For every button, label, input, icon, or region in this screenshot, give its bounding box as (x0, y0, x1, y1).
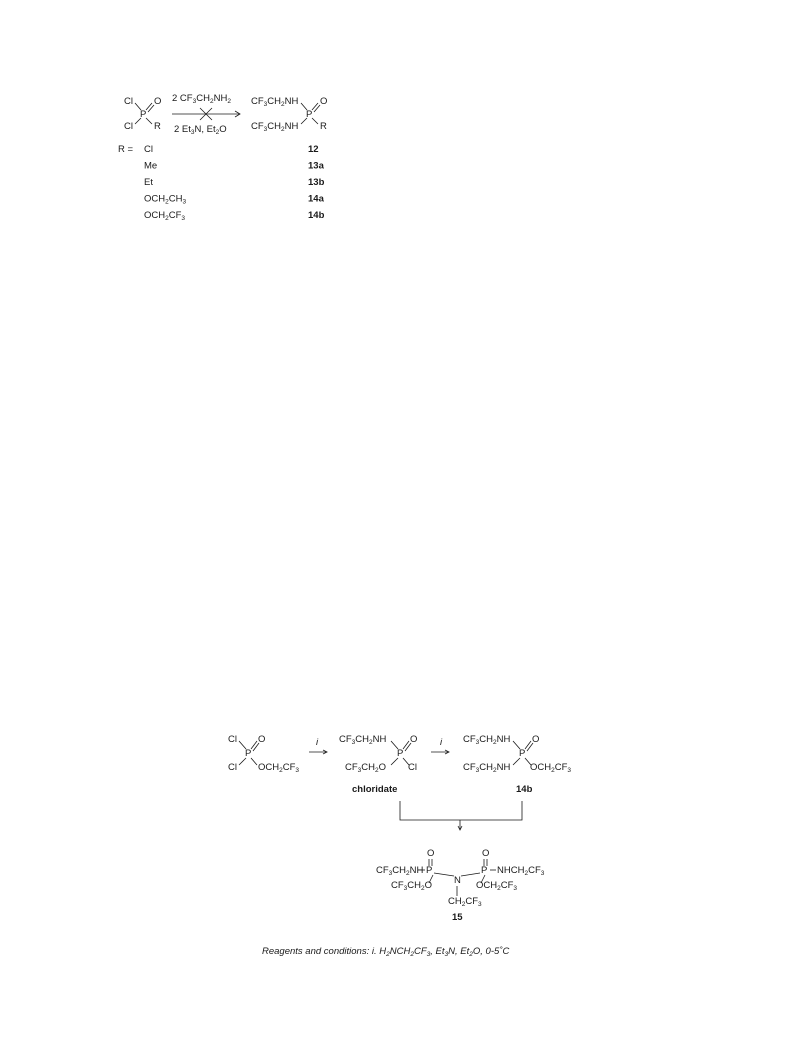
dimer-left-nh: $CF_3CH_2NH$ (376, 865, 424, 877)
dimer-label: 15 (452, 912, 463, 923)
bond (301, 103, 307, 110)
step-label-2: i (440, 737, 443, 748)
product14b-or: $OCH_2CF_3$ (530, 762, 572, 774)
product14b-p: P (519, 748, 526, 759)
product14b-nh-top: $CF_3CH_2NH$ (463, 734, 511, 746)
scheme-1 (118, 93, 327, 222)
reagent-bottom: 2 $Et_3N$, $Et_2O$ (174, 124, 227, 136)
r-substituent: Cl (144, 144, 153, 155)
chloridate-nh: $CF_3CH_2NH$ (339, 734, 387, 746)
step-label-1: i (316, 737, 319, 748)
product-r: R (320, 121, 327, 132)
reagent-top: 2 $CF_3CH_2NH_2$ (172, 93, 231, 105)
combine-bracket (400, 801, 522, 820)
bond (251, 758, 257, 765)
dimer-n: N (454, 875, 461, 886)
scheme-2 (228, 734, 571, 958)
bond (312, 118, 318, 124)
dimer-left-or: $CF_3CH_2O$ (391, 880, 433, 892)
bond (135, 103, 141, 110)
start-or: $OCH_2CF_3$ (258, 762, 300, 774)
compound-number: 12 (308, 144, 319, 155)
r-substituent: Me (144, 160, 158, 172)
bond (251, 741, 257, 749)
product14b-label: 14b (516, 784, 533, 795)
scheme1-reactant (124, 96, 161, 132)
product-nh-bottom: $CF_3CH_2NH$ (251, 121, 299, 133)
bond (253, 743, 259, 751)
dimer-right-nh: $NHCH_2CF_3$ (497, 865, 545, 877)
chloridate-p: P (397, 748, 404, 759)
compound-number: 14b (308, 210, 325, 221)
bond (525, 741, 531, 749)
bond (403, 741, 409, 749)
start-cl-bottom: Cl (228, 762, 237, 773)
chloridate-cl: Cl (408, 762, 417, 773)
reactant-cl-bottom: Cl (124, 121, 133, 132)
compound-number: 13a (308, 160, 324, 172)
chloridate-o: O (410, 734, 418, 745)
dimer-n-substituent: $CH_2CF_3$ (448, 896, 482, 908)
product-o: O (320, 96, 328, 107)
start-cl-top: Cl (228, 734, 237, 745)
product-nh-top: $CF_3CH_2NH$ (251, 96, 299, 108)
compound-number: 14a (308, 193, 324, 205)
bond (405, 743, 411, 751)
bond (461, 873, 480, 876)
scheme2-start (228, 734, 299, 774)
reactant-p: P (140, 109, 147, 120)
bond (239, 741, 246, 749)
bond (527, 743, 533, 751)
chloridate-label: chloridate (352, 784, 398, 795)
chloridate-or: $CF_3CH_2O$ (345, 762, 387, 774)
bond (135, 118, 141, 124)
product-p: P (306, 109, 313, 120)
reactant-o: O (154, 96, 162, 107)
bond (513, 758, 520, 765)
reactant-cl-top: Cl (124, 96, 133, 107)
dimer-o-right: O (482, 848, 490, 859)
bond (391, 741, 398, 749)
reactant-r: R (154, 121, 161, 132)
r-equals-label: R = (118, 144, 134, 155)
r-substituent: Et (144, 177, 153, 188)
bond (146, 118, 152, 124)
r-substituent-table (144, 144, 325, 222)
start-p: P (245, 748, 252, 759)
r-substituent: $OCH_2CF_3$ (144, 210, 186, 222)
dimer-o-left: O (427, 848, 435, 859)
r-substituent: $OCH_2CH_3$ (144, 193, 187, 206)
reagents-caption: Reagents and conditions: i. $H_2NCH_2CF_3$, $Et_3N$, $Et_2O$, 0-5˚C (262, 946, 510, 958)
start-o: O (258, 734, 266, 745)
dimer-p-left: P (426, 865, 433, 876)
scheme2-chloridate (339, 734, 417, 795)
scheme2-product-15 (376, 848, 545, 923)
bond (391, 758, 398, 765)
bond (513, 741, 520, 749)
bond (239, 758, 246, 765)
product14b-nh-bottom: $CF_3CH_2NH$ (463, 762, 511, 774)
scheme2-product-14b (463, 734, 571, 795)
bond (301, 118, 307, 124)
dimer-p-right: P (481, 865, 488, 876)
product14b-o: O (532, 734, 540, 745)
dimer-right-or: $OCH_2CF_3$ (476, 880, 518, 892)
bond (434, 873, 454, 876)
scheme1-product (251, 96, 327, 133)
compound-number: 13b (308, 177, 325, 188)
